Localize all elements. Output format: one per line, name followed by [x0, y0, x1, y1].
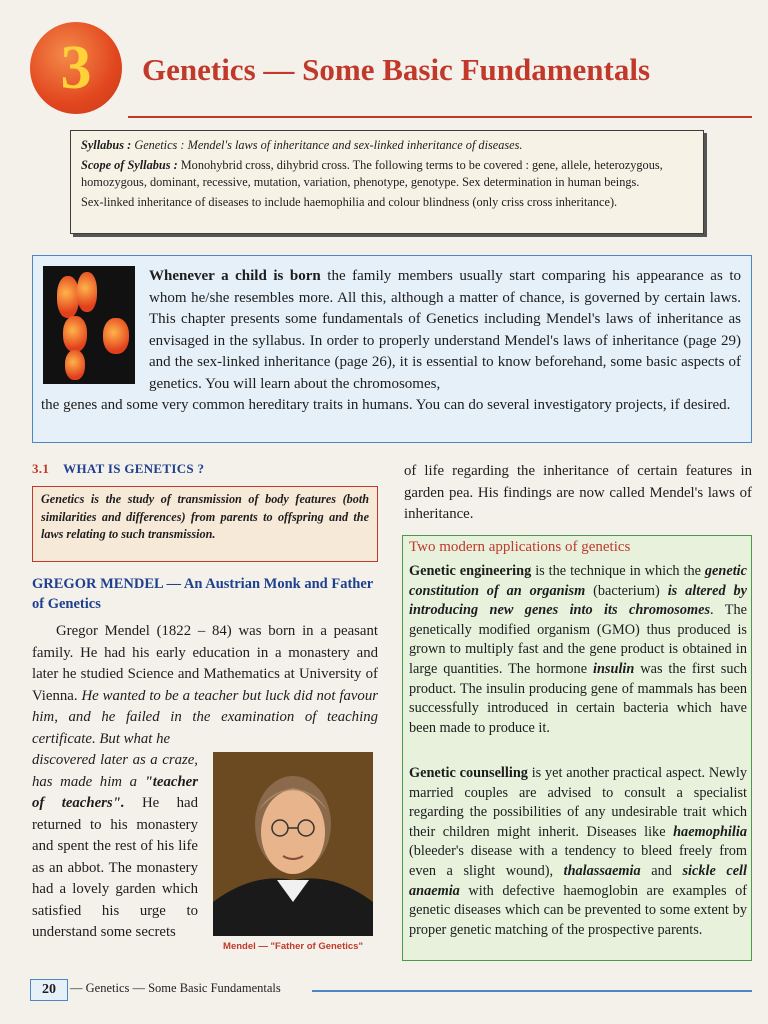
- section-heading: 3.1 WHAT IS GENETICS ?: [32, 461, 205, 476]
- footer-rule: [312, 990, 752, 992]
- portrait-caption: Mendel — "Father of Genetics": [223, 941, 363, 952]
- sexlinked-line: Sex-linked inheritance of diseases to include haemophilia and colour blindness (only criss cross inheritance).: [81, 195, 618, 209]
- page-number: 20: [30, 979, 68, 1001]
- applications-title: Two modern applications of genetics: [409, 539, 631, 555]
- intro-box: [32, 255, 752, 443]
- mendel-portrait: [213, 752, 373, 936]
- scope-line: Scope of Syllabus : Monohybrid cross, dihybrid cross. The following terms to be covered : gene, allele, heterozygous, homozygous, dominant, recessive, mutation, variation, phenotype, genotype. Sex determination in human beings.: [81, 158, 663, 189]
- genetic-counselling-paragraph: Genetic counselling is yet another practical aspect. Newly married couples are advised to consult a specialist regarding the possibilities of any undesirable trait which their children might inherit. Diseases like haemophilia (bleeder's disease with a tendency to bleed freely from even a slight wound), thalassaemia and sickle cell anaemia with defective haemoglobin are examples of genetic diseases which can be prevented to some extent by proper genetic matching of the prospective parents.: [409, 765, 747, 938]
- intro-text: Whenever a child is born the family members usually start comparing his appearance as to whom he/she resembles more. All this, although a matter of chance, is governed by certain laws. This chapter presents some fundamentals of Genetics including Mendel's laws of inheritance as envisaged in the syllabus. In order to properly understand Mendel's laws of inheritance (page 29) and the sex-linked inheritance (page 26), it is essential to know beforehand, some basic aspects of genetics. You will learn about the chromosomes,: [149, 268, 741, 392]
- mendel-heading: GREGOR MENDEL — An Austrian Monk and Father of Genetics: [32, 576, 373, 612]
- portrait-illustration: [213, 752, 373, 936]
- mendel-paragraph-continued: discovered later as a craze, has made him a "teacher of teachers". He had returned to his monastery and spent the rest of his life as an abbot. The monastery had a lovely garden which satisfied his urge to understand some secrets: [32, 752, 198, 940]
- chromosome-image: [43, 266, 135, 384]
- chapter-number: 3: [60, 34, 92, 102]
- definition-box: Genetics is the study of transmission of body features (both similarities and differences) from parents to offspring and the laws relating to such transmission.: [32, 486, 378, 562]
- genetic-engineering-paragraph: Genetic engineering is the technique in which the genetic constitution of an organism (bacterium) is altered by introducing new genes into its chromosomes. The genetically modified organism (GMO) thus produced is grown to multiply fast and the gene product is obtained in large quantities. The hormone insulin was the first such product. The insulin producing gene of mammals has been successfully introduced in certain bacteria which have been made to produce it.: [409, 563, 747, 736]
- mendel-paragraph: Gregor Mendel (1822 – 84) was born in a peasant family. He had his early education in a monastery and later he studied Science and Mathematics at University of Vienna. He wanted to be a teacher but luck did not favour him, and he failed in the examination of teaching certificate. But what he: [32, 623, 378, 747]
- applications-box: [402, 535, 752, 961]
- syllabus-box: [70, 130, 704, 234]
- mendel-paragraph-right: of life regarding the inheritance of certain features in garden pea. His findings are now called Mendel's laws of inheritance.: [404, 463, 752, 522]
- chapter-title: Genetics — Some Basic Fundamentals: [142, 52, 651, 87]
- title-rule: [128, 116, 752, 118]
- syllabus-line: Syllabus : Genetics : Mendel's laws of inheritance and sex-linked inheritance of diseases.: [81, 138, 523, 152]
- intro-text-continued: the genes and some very common hereditary traits in humans. You can do several investigatory projects, if desired.: [41, 397, 731, 413]
- running-title: — Genetics — Some Basic Fundamentals: [70, 981, 281, 995]
